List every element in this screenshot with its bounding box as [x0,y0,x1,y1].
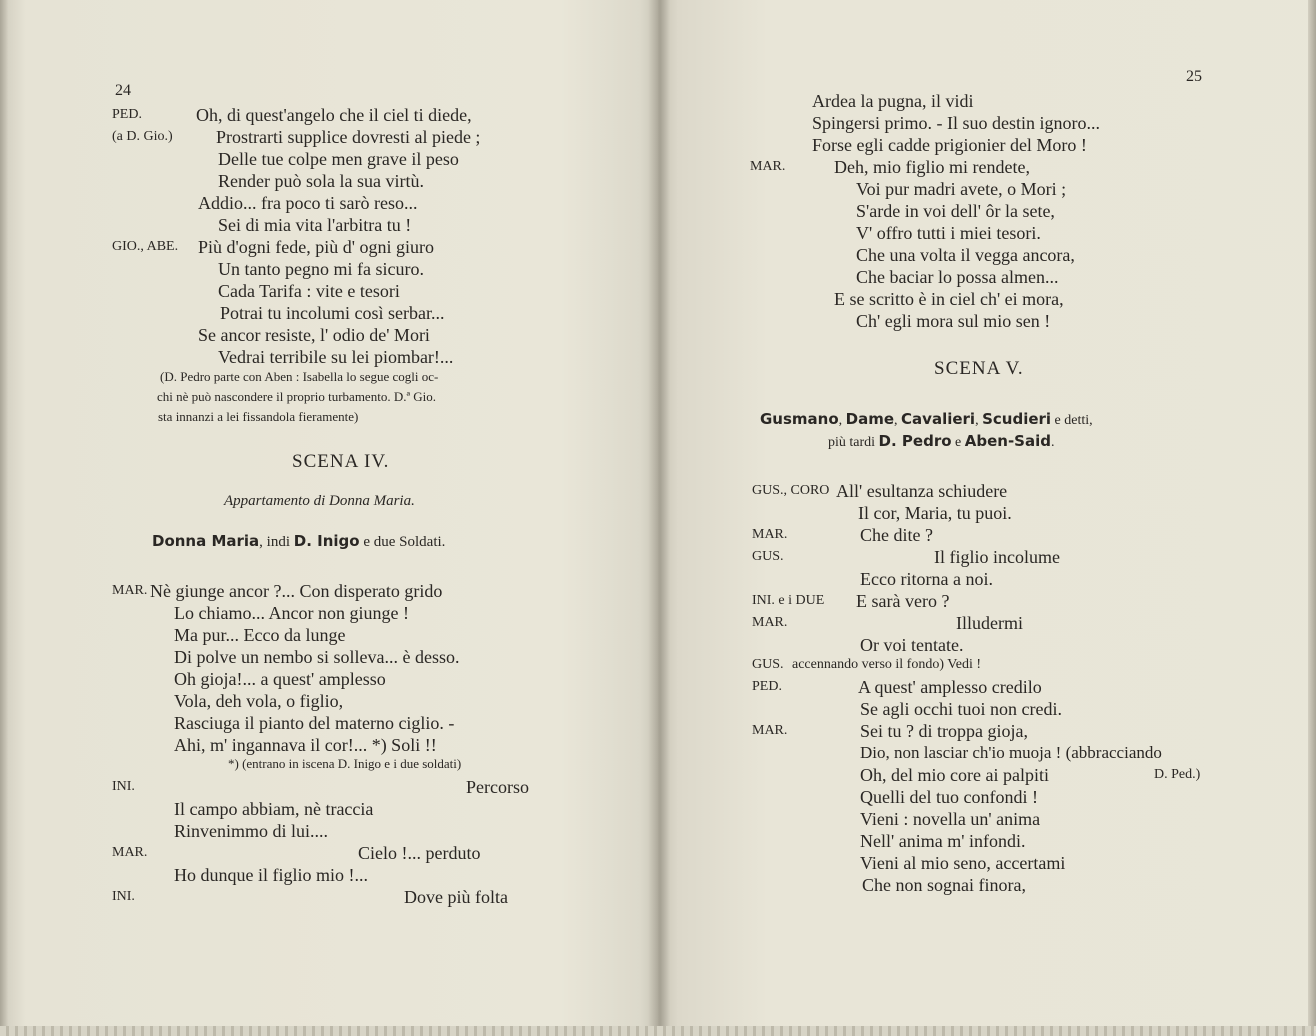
cast-name: Gusmano [760,410,839,428]
verse-line: Lo chiamo... Ancor non giunge ! [174,603,409,623]
verse-line: Deh, mio figlio mi rendete, [834,157,1030,177]
verse-line: Un tanto pegno mi fa sicuro. [218,259,424,279]
verse-line: Se ancor resiste, l' odio de' Mori [198,325,430,345]
verse-line: S'arde in voi dell' ôr la sete, [856,201,1055,221]
verse-line: Or voi tentate. [860,635,964,655]
scene-cast [828,430,1054,454]
book-spine [648,0,670,1036]
speaker-label: GUS., CORO [752,483,830,498]
cast-name: Aben-Said [964,432,1051,450]
verse-line: Vieni al mio seno, accertami [860,853,1066,873]
verse-line: Illudermi [956,613,1023,633]
verse-line: Rinvenimmo di lui.... [174,821,329,841]
verse-line: All' esultanza schiudere [836,481,1008,501]
cast-name: Donna Maria [152,532,260,550]
verse-line: Il cor, Maria, tu puoi. [858,503,1012,523]
cast-connector: , indi [259,534,294,550]
cast-name: Scudieri [982,410,1052,428]
speaker-label: PED. [112,107,142,122]
verse-line: Quelli del tuo confondi ! [860,787,1038,807]
verse-line: Dio, non lasciar ch'io muoja ! (abbracciando [860,743,1162,762]
scene-cast [152,530,445,553]
speaker-label: GUS. [752,657,784,672]
verse-line: Delle tue colpe men grave il peso [218,149,459,169]
verse-line: Ahi, m' ingannava il cor!... *) Soli !! [174,735,437,755]
speaker-label: MAR. [112,845,148,860]
left-book-edge [0,0,8,1036]
cast-connector: e due Soldati. [359,534,446,550]
scene-title: SCENA IV. [292,451,390,472]
stage-direction: D. Ped.) [1154,767,1201,782]
scene-title: SCENA V. [934,358,1024,379]
verse-line: Nell' anima m' infondi. [860,831,1026,851]
stage-direction: (D. Pedro parte con Aben : Isabella lo segue cogli oc- [160,369,439,384]
verse-line: Oh gioja!... a quest' amplesso [174,669,386,689]
right-page [658,0,1316,1036]
cast-connector: , [975,413,983,428]
cast-connector: . [1050,435,1055,450]
cast-name: D. Inigo [293,532,360,550]
cast-connector: , [838,413,846,428]
verse-line: accennando verso il fondo) Vedi ! [792,657,982,672]
verse-line: Oh, di quest'angelo che il ciel ti diede, [196,105,472,125]
verse-line: Nè giunge ancor ?... Con disperato grido [150,581,443,601]
speaker-label: PED. [752,679,782,694]
verse-line: Cielo !... perduto [358,843,481,863]
verse-line: Voi pur madri avete, o Mori ; [856,179,1067,199]
verse-line: V' offro tutti i miei tesori. [856,223,1041,243]
speaker-label: INI. [112,779,135,794]
cast-name: Cavalieri [901,410,976,428]
page-number: 24 [115,82,131,99]
verse-line: Il figlio incolume [934,547,1060,567]
speaker-label: MAR. [752,615,788,630]
verse-line: Sei di mia vita l'arbitra tu ! [218,215,412,235]
cast-connector: più tardi [828,435,879,450]
verse-line: Ch' egli mora sul mio sen ! [856,311,1051,331]
verse-line: Più d'ogni fede, più d' ogni giuro [198,237,434,257]
cast-name: D. Pedro [878,432,952,450]
verse-line: Che una volta il vegga ancora, [856,245,1075,265]
verse-line: Di polve un nembo si solleva... è desso. [174,647,460,667]
cast-connector: , [894,413,902,428]
scene-setting: Appartamento di Donna Maria. [224,493,415,509]
verse-line: Il campo abbiam, nè traccia [174,799,374,819]
speaker-label: MAR. [752,527,788,542]
verse-line: Che baciar lo possa almen... [856,267,1059,287]
verse-line: Che dite ? [860,525,933,545]
verse-line: Ecco ritorna a noi. [860,569,993,589]
verse-line: Percorso [466,777,529,797]
verse-line: Spingersi primo. - Il suo destin ignoro... [812,113,1100,133]
speaker-label: MAR. [750,159,786,174]
verse-line: Potrai tu incolumi così serbar... [220,303,445,323]
verse-line: Vedrai terribile su lei piombar!... [218,347,454,367]
verse-line: Se agli occhi tuoi non credi. [860,699,1062,719]
verse-line: Forse egli cadde prigionier del Moro ! [812,135,1087,155]
bottom-page-edge [0,1026,1316,1036]
footnote: *) (entrano in iscena D. Inigo e i due soldati) [228,756,462,771]
verse-line: Render può sola la sua virtù. [218,171,424,191]
speaker-label: GIO., ABE. [112,239,179,254]
verse-line: Prostrarti supplice dovresti al piede ; [216,127,481,147]
verse-line: Ardea la pugna, il vidi [812,91,974,111]
verse-line: Sei tu ? di troppa gioja, [860,721,1028,741]
verse-line: A quest' amplesso credilo [858,677,1042,697]
verse-line: Che non sognai finora, [862,875,1026,895]
verse-line: Ma pur... Ecco da lunge [174,625,346,645]
verse-line: Vieni : novella un' anima [860,809,1041,829]
speaker-label: GUS. [752,549,784,564]
stage-direction: chi nè può nascondere il proprio turbamento. D.ª Gio. [157,389,437,404]
stage-direction: sta innanzi a lei fissandola fieramente) [158,409,359,424]
verse-line: Cada Tarifa : vite e tesori [218,281,400,301]
cast-connector: e [951,435,965,450]
verse-line: Rasciuga il pianto del materno ciglio. - [174,713,455,733]
speaker-label: (a D. Gio.) [112,129,173,144]
verse-line: Oh, del mio core ai palpiti [860,765,1049,785]
verse-line: Vola, deh vola, o figlio, [174,691,344,711]
verse-line: Ho dunque il figlio mio !... [174,865,368,885]
speaker-label: INI. e i DUE [752,593,825,608]
verse-line: Addio... fra poco ti sarò reso... [198,193,418,213]
verse-line: E sarà vero ? [856,591,950,611]
cast-connector: e detti, [1051,413,1093,428]
right-book-edge [1308,0,1316,1036]
verse-line: Dove più folta [404,887,508,907]
page-number: 25 [1186,68,1202,85]
verse-line: E se scritto è in ciel ch' ei mora, [834,289,1064,309]
speaker-label: MAR. [112,583,148,598]
scene-cast [760,408,1093,432]
speaker-label: MAR. [752,723,788,738]
speaker-label: INI. [112,889,135,904]
cast-name: Dame [845,410,895,428]
